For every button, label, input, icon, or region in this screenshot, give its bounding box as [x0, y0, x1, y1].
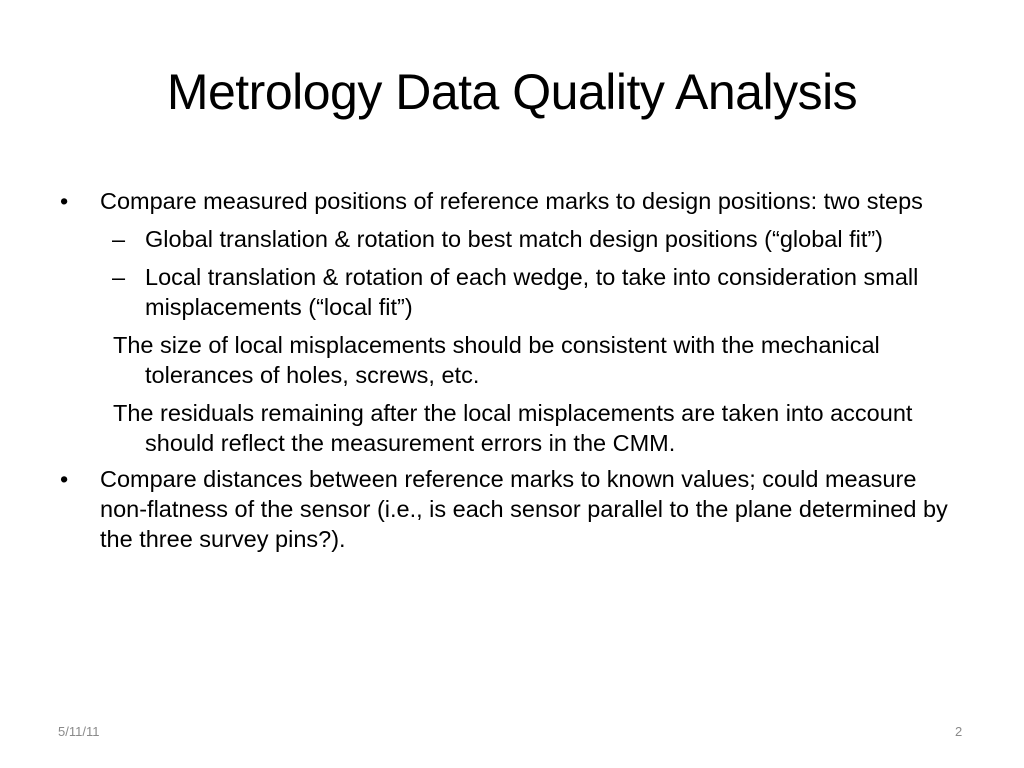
- sub-bullet-item: [58, 262, 958, 322]
- sub-paragraph: The residuals remaining after the local misplacements are taken into account should reflect the measurement errors in the CMM.: [113, 400, 913, 456]
- footer-date: 5/11/11: [58, 724, 100, 739]
- sub-bullet-text: Global translation & rotation to best match design positions (“global fit”): [145, 226, 884, 252]
- bullet-text: Compare distances between reference marks to known values; could measure non-flatness of the sensor (i.e., is each sensor parallel to the plane determined by the three survey pins?).: [100, 466, 948, 552]
- slide-title: Metrology Data Quality Analysis: [166, 64, 858, 120]
- sub-paragraph: The size of local misplacements should be consistent with the mechanical tolerances of holes, screws, etc.: [113, 332, 880, 388]
- dash-marker: –: [112, 264, 126, 290]
- footer-page-number: 2: [955, 724, 963, 739]
- sub-bullet-item: [58, 224, 958, 254]
- dash-marker: –: [112, 226, 126, 252]
- bullet-marker: •: [60, 466, 69, 492]
- bullet-item: [58, 464, 958, 554]
- sub-bullet-text: Local translation & rotation of each wedge, to take into consideration small misplacements (“local fit”): [145, 264, 919, 320]
- bullet-item: [58, 186, 958, 216]
- bullet-text: Compare measured positions of reference marks to design positions: two steps: [100, 188, 923, 214]
- bullet-marker: •: [60, 188, 69, 214]
- slide-body: [58, 180, 958, 554]
